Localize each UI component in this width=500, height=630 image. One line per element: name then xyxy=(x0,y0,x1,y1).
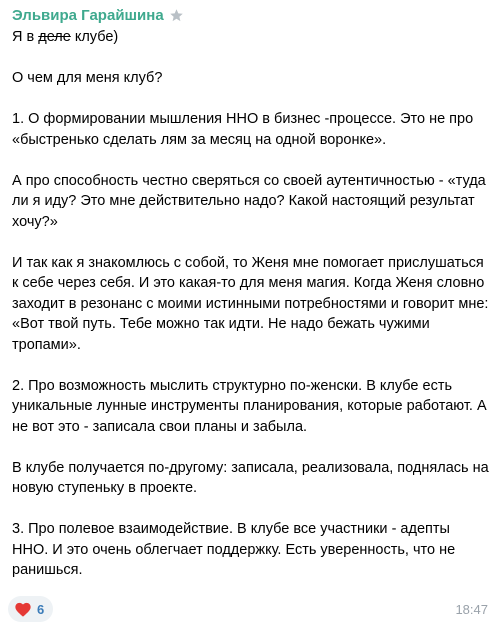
intro-text-after: клубе) xyxy=(70,29,119,45)
paragraph: О чем для меня клуб? xyxy=(12,70,163,86)
message-timestamp: 18:47 xyxy=(455,601,488,617)
intro-text-before: Я в xyxy=(12,29,39,45)
strikethrough-text: деле xyxy=(38,29,71,45)
message-header xyxy=(12,5,490,25)
paragraph: 2. Про возможность мыслить структурно по-женски. В клубе есть уникальные лунные инструменты планирования, которые работают. А не вот это - записала свои планы и забыла. xyxy=(12,377,487,435)
reaction-count: 6 xyxy=(37,601,45,617)
heart-icon xyxy=(14,601,32,617)
paragraph: И так как я знакомлюсь с собой, то Женя мне помогает прислушаться к себе через себя. И это какая-то для меня магия. Когда Женя словно заходит в резонанс с моими истинными потребностями и говорит мне: «Вот твой путь. Тебе можно так идти. Не надо бежать чужими тропами». xyxy=(12,254,489,353)
sender-name[interactable]: Эльвира Гарайшина xyxy=(12,6,164,24)
paragraph: 3. Про полевое взаимодействие. В клубе все участники - адепты ННО. И это очень облегчает поддержку. Есть уверенность, что не ранишься. xyxy=(12,521,456,578)
reaction-chip[interactable] xyxy=(8,596,53,622)
paragraph: 1. О формировании мышления ННО в бизнес -процессе. Это не про «быстренько сделать лям за месяц на одной воронке». xyxy=(12,111,474,148)
paragraph: А про способность честно сверяться со своей аутентичностью - «туда ли я иду? Это мне действительно надо? Какой настоящий результат хочу?» xyxy=(12,172,486,230)
star-icon xyxy=(169,8,184,23)
message-footer xyxy=(8,596,490,622)
message-text xyxy=(12,27,490,581)
message-intro xyxy=(12,27,490,48)
paragraph: В клубе получается по-другому: записала, реализовала, поднялась на новую ступеньку в проекте. xyxy=(12,459,489,496)
